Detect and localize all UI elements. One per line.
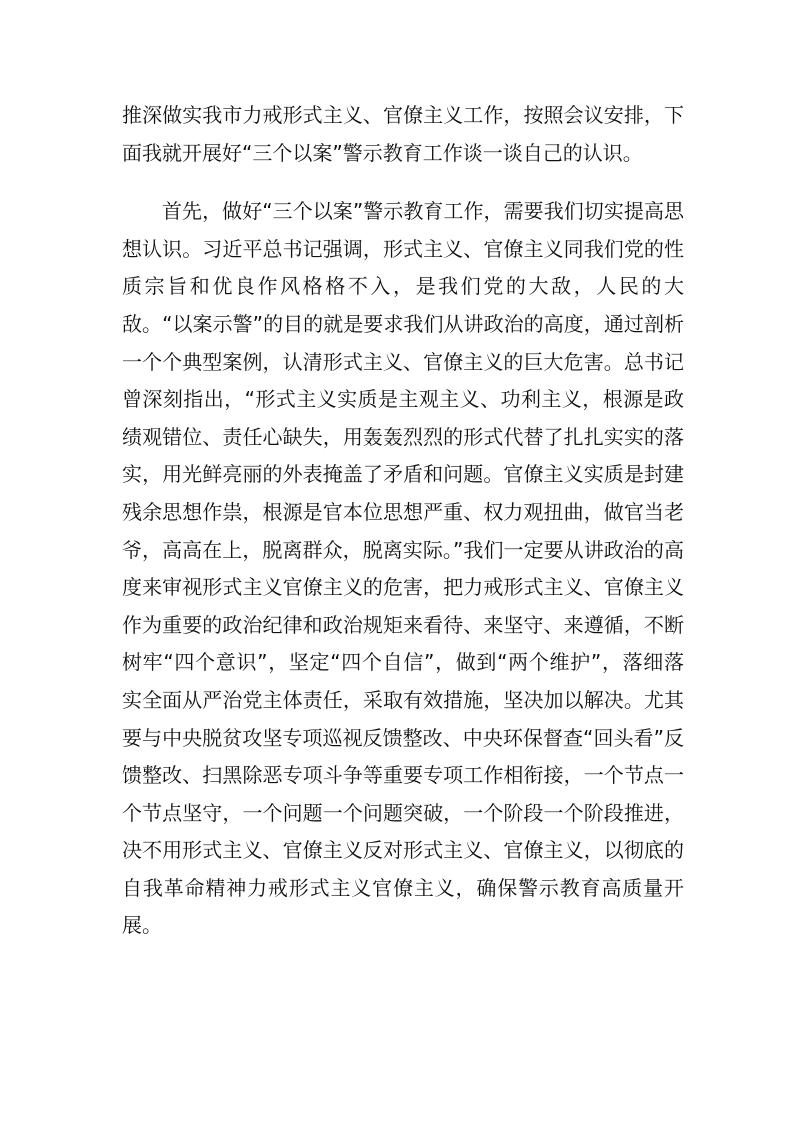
- document-body: [122, 97, 684, 945]
- paragraph-first-point: 首先，做好“三个以案”警示教育工作，需要我们切实提高思想认识。习近平总书记强调，形式主义、官僚主义同我们党的性质宗旨和优良作风格格不入，是我们党的大敌，人民的大敌。“以案示警”的目的就是要求我们从讲政治的高度，通过剖析一个个典型案例，认清形式主义、官僚主义的巨大危害。总书记曾深刻指出，“形式主义实质是主观主义、功利主义，根源是政绩观错位、责任心缺失，用轰轰烈烈的形式代替了扎扎实实的落实，用光鲜亮丽的外表掩盖了矛盾和问题。官僚主义实质是封建残余思想作祟，根源是官本位思想严重、权力观扭曲，做官当老爷，高高在上，脱离群众，脱离实际。”我们一定要从讲政治的高度来审视形式主义官僚主义的危害，把力戒形式主义、官僚主义作为重要的政治纪律和政治规矩来看待、来坚守、来遵循，不断树牢“四个意识”，坚定“四个自信”，做到“两个维护”，落细落实全面从严治党主体责任，采取有效措施，坚决加以解决。尤其要与中央脱贫攻坚专项巡视反馈整改、中央环保督查“回头看”反馈整改、扫黑除恶专项斗争等重要专项工作相衔接，一个节点一个节点坚守，一个问题一个问题突破，一个阶段一个阶段推进，决不用形式主义、官僚主义反对形式主义、官僚主义，以彻底的自我革命精神力戒形式主义官僚主义，确保警示教育高质量开展。: [122, 199, 684, 938]
- paragraph-intro: 推深做实我市力戒形式主义、官僚主义工作，按照会议安排，下面我就开展好“三个以案”警示教育工作谈一谈自己的认识。: [122, 103, 684, 165]
